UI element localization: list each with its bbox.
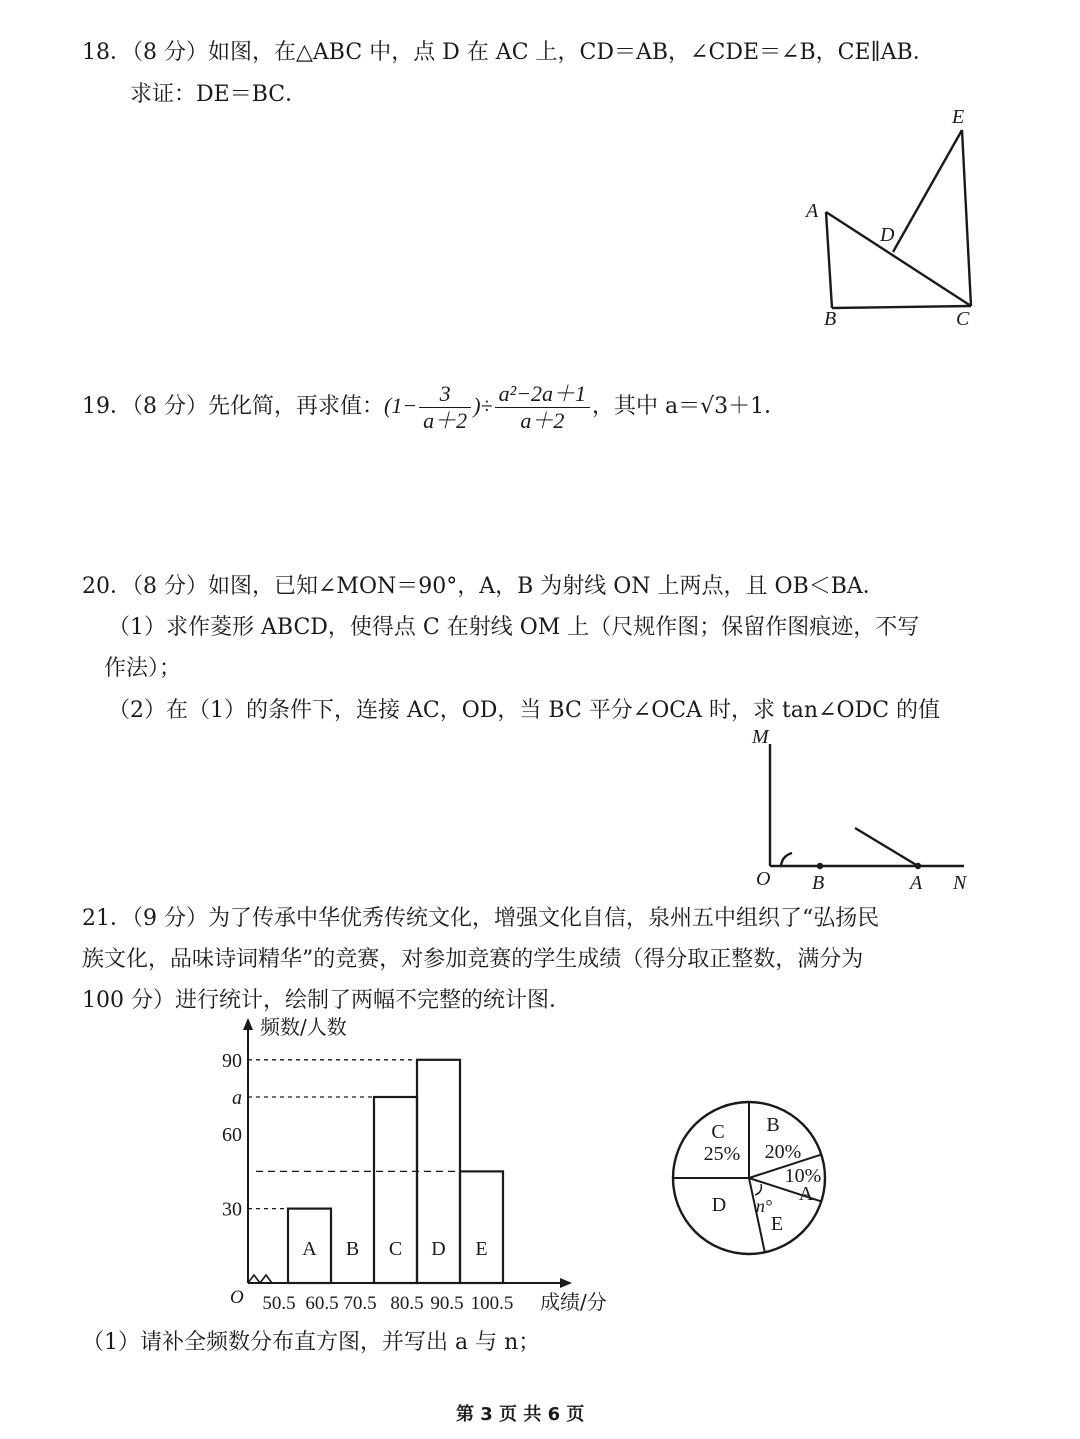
q18-label-B: B bbox=[824, 308, 837, 330]
y-tick-label: 60 bbox=[222, 1124, 242, 1147]
pie-angle-arc bbox=[755, 1184, 761, 1195]
pie-slice-label: C bbox=[711, 1121, 725, 1143]
q18-label-A: A bbox=[806, 200, 819, 222]
q20-line3: 作法）； bbox=[104, 656, 182, 681]
q20-line2: （1）求作菱形 ABCD，使得点 C 在射线 OM 上（尺规作图；保留作图痕迹，不写 bbox=[108, 615, 920, 640]
x-tick-label: 50.5 bbox=[262, 1293, 296, 1314]
y-tick-label: 30 bbox=[222, 1198, 242, 1221]
pie-angle-label: n° bbox=[755, 1196, 773, 1216]
bar-category-label: E bbox=[475, 1238, 488, 1260]
pie-percent-label: 10% bbox=[784, 1165, 822, 1187]
x-tick-label: 90.5 bbox=[430, 1293, 464, 1314]
bar-category-label: B bbox=[345, 1238, 360, 1260]
q20-label-A: A bbox=[910, 872, 923, 894]
q20-label-M: M bbox=[752, 726, 769, 748]
q20-label-O: O bbox=[756, 868, 771, 890]
q19-frac2-den: a＋2 bbox=[520, 407, 565, 433]
bar-category-label: A bbox=[302, 1238, 317, 1260]
x-tick-label: 60.5 bbox=[305, 1293, 339, 1314]
q19-suffix: ，其中 a＝√3＋1． bbox=[592, 394, 787, 419]
x-axis-label: 成绩/分 bbox=[540, 1290, 607, 1314]
y-axis-label: 频数/人数 bbox=[260, 1015, 347, 1039]
q20-label-N: N bbox=[953, 872, 967, 894]
pie-slice-label: A bbox=[798, 1183, 814, 1205]
q19-prefix: 19．（8 分）先化简，再求值： bbox=[82, 394, 384, 419]
q21-sub1: （1）请补全频数分布直方图，并写出 a 与 n； bbox=[82, 1330, 541, 1355]
q19-frac1-den: a＋2 bbox=[423, 407, 468, 433]
pie-slice-label: B bbox=[766, 1114, 780, 1136]
y-tick-label: a bbox=[232, 1087, 242, 1109]
bar-category-label: D bbox=[431, 1238, 446, 1260]
q21-line1: 21．（9 分）为了传承中华优秀传统文化，增强文化自信，泉州五中组织了“弘扬民 bbox=[82, 906, 880, 931]
pie-percent-label: 20% bbox=[764, 1141, 802, 1163]
x-tick-label: 100.5 bbox=[470, 1293, 514, 1314]
page-footer: 第 3 页 共 6 页 bbox=[456, 1404, 585, 1425]
pie-percent-label: 25% bbox=[703, 1143, 741, 1165]
y-tick-label: 90 bbox=[222, 1049, 242, 1072]
q18-label-E: E bbox=[952, 106, 965, 128]
q18-line2: 求证：DE＝BC． bbox=[130, 82, 308, 107]
q20-label-B: B bbox=[812, 872, 825, 894]
pie-slice-label: D bbox=[711, 1194, 727, 1216]
x-tick-label: 70.5 bbox=[343, 1293, 377, 1314]
q20-line1: 20．（8 分）如图，已知∠MON＝90°，A，B 为射线 ON 上两点，且 OB＜BA． bbox=[82, 574, 885, 599]
q18-label-D: D bbox=[880, 224, 895, 246]
bar-category-label: C bbox=[388, 1238, 403, 1260]
q21-line2: 族文化，品味诗词精华”的竞赛，对参加竞赛的学生成绩（得分取正整数，满分为 bbox=[82, 947, 864, 972]
q19-div: )÷ bbox=[473, 393, 493, 418]
q18-label-C: C bbox=[956, 308, 970, 330]
q19-frac2-num: a²−2a＋1 bbox=[495, 381, 590, 408]
x-tick-label: 80.5 bbox=[390, 1293, 424, 1314]
q21-line3: 100 分）进行统计，绘制了两幅不完整的统计图． bbox=[82, 988, 571, 1013]
pie-slice-label: E bbox=[770, 1213, 784, 1235]
q19-open: (1− bbox=[384, 393, 418, 418]
q18-line1: 18．（8 分）如图，在△ABC 中，点 D 在 AC 上，CD＝AB，∠CDE＝∠B，CE∥AB． bbox=[82, 40, 935, 65]
origin-label: O bbox=[230, 1287, 244, 1308]
q20-line4: （2）在（1）的条件下，连接 AC，OD，当 BC 平分∠OCA 时，求 tan∠ODC 的值 bbox=[108, 698, 941, 723]
q19-frac1-num: 3 bbox=[419, 381, 471, 408]
